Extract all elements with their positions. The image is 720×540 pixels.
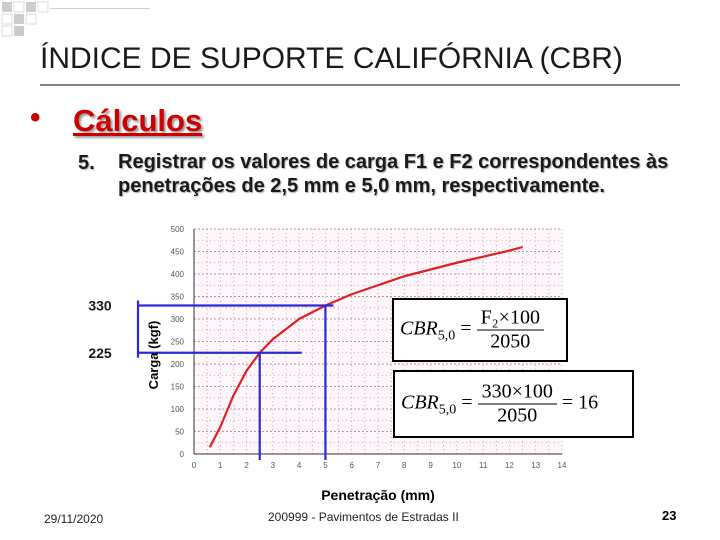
x-tick-label: 11 [478,461,488,470]
x-tick-label: 9 [428,461,433,470]
eq1-denominator: 2050 [490,330,531,353]
y-axis-label: Carga (kgf) [146,320,161,390]
eq1-fraction [477,307,544,354]
x-tick-label: 8 [402,461,407,470]
y-tick-label: 450 [170,247,184,257]
y-tick-label: 150 [170,382,184,392]
footer-course: 200999 - Pavimentos de Estradas II [268,510,459,524]
bullet-marker: • [30,101,41,134]
x-tick-label: 13 [531,461,541,470]
y-tick-label: 0 [179,450,184,459]
eq1-equals: = [460,317,477,340]
equation-box-general [392,298,568,362]
eq2-lhs: $CBR_{5,0}$ [401,391,457,418]
reference-value-label: 225 [88,344,112,361]
eq2-result-equals: = [561,391,579,414]
step-text: Registrar os valores de carga F1 e F2 correspondentes às penetrações de 2,5 mm e 5,0 mm, respectivamente. [118,151,669,197]
y-tick-labels [171,225,185,459]
eq1-lhs: $CBR_{5,0}$ [400,317,456,344]
y-tick-label: 100 [170,405,184,414]
slide-title: ÍNDICE DE SUPORTE CALIFÓRNIA (CBR) [40,42,623,75]
eq2-result: 16 [578,391,599,414]
reference-value-label: 330 [88,297,112,314]
x-tick-label: 10 [452,461,462,470]
x-tick-label: 14 [557,461,567,470]
step-number: 5. [78,152,95,174]
eq2-numerator: 330×100 [478,381,557,405]
x-tick-label: 0 [191,461,197,470]
page-number: 23 [662,508,677,523]
footer-date: 29/11/2020 [44,512,104,526]
x-tick-label: 7 [375,461,381,470]
x-tick-label: 1 [218,461,223,470]
x-tick-label: 12 [504,461,514,470]
y-tick-label: 500 [170,225,184,234]
y-tick-label: 200 [170,360,184,369]
x-tick-label: 5 [323,461,328,470]
eq2-denominator: 2050 [497,404,538,427]
eq2-equals: = [461,391,478,414]
y-tick-label: 400 [170,270,184,279]
x-tick-labels [192,461,567,470]
eq2-fraction [478,381,557,428]
y-tick-label: 50 [175,427,184,437]
x-tick-label: 3 [270,461,276,470]
y-tick-label: 250 [170,337,184,347]
equation-box-result [393,370,634,438]
x-tick-label: 4 [296,461,302,470]
bullet-heading: Cálculos [73,103,203,138]
x-tick-label: 2 [244,461,249,470]
eq1-numerator: F₂×100 [477,307,544,331]
x-axis-label: Penetração (mm) [321,487,435,503]
y-tick-label: 350 [170,292,184,302]
x-tick-label: 6 [349,461,354,470]
y-tick-label: 300 [170,315,184,324]
